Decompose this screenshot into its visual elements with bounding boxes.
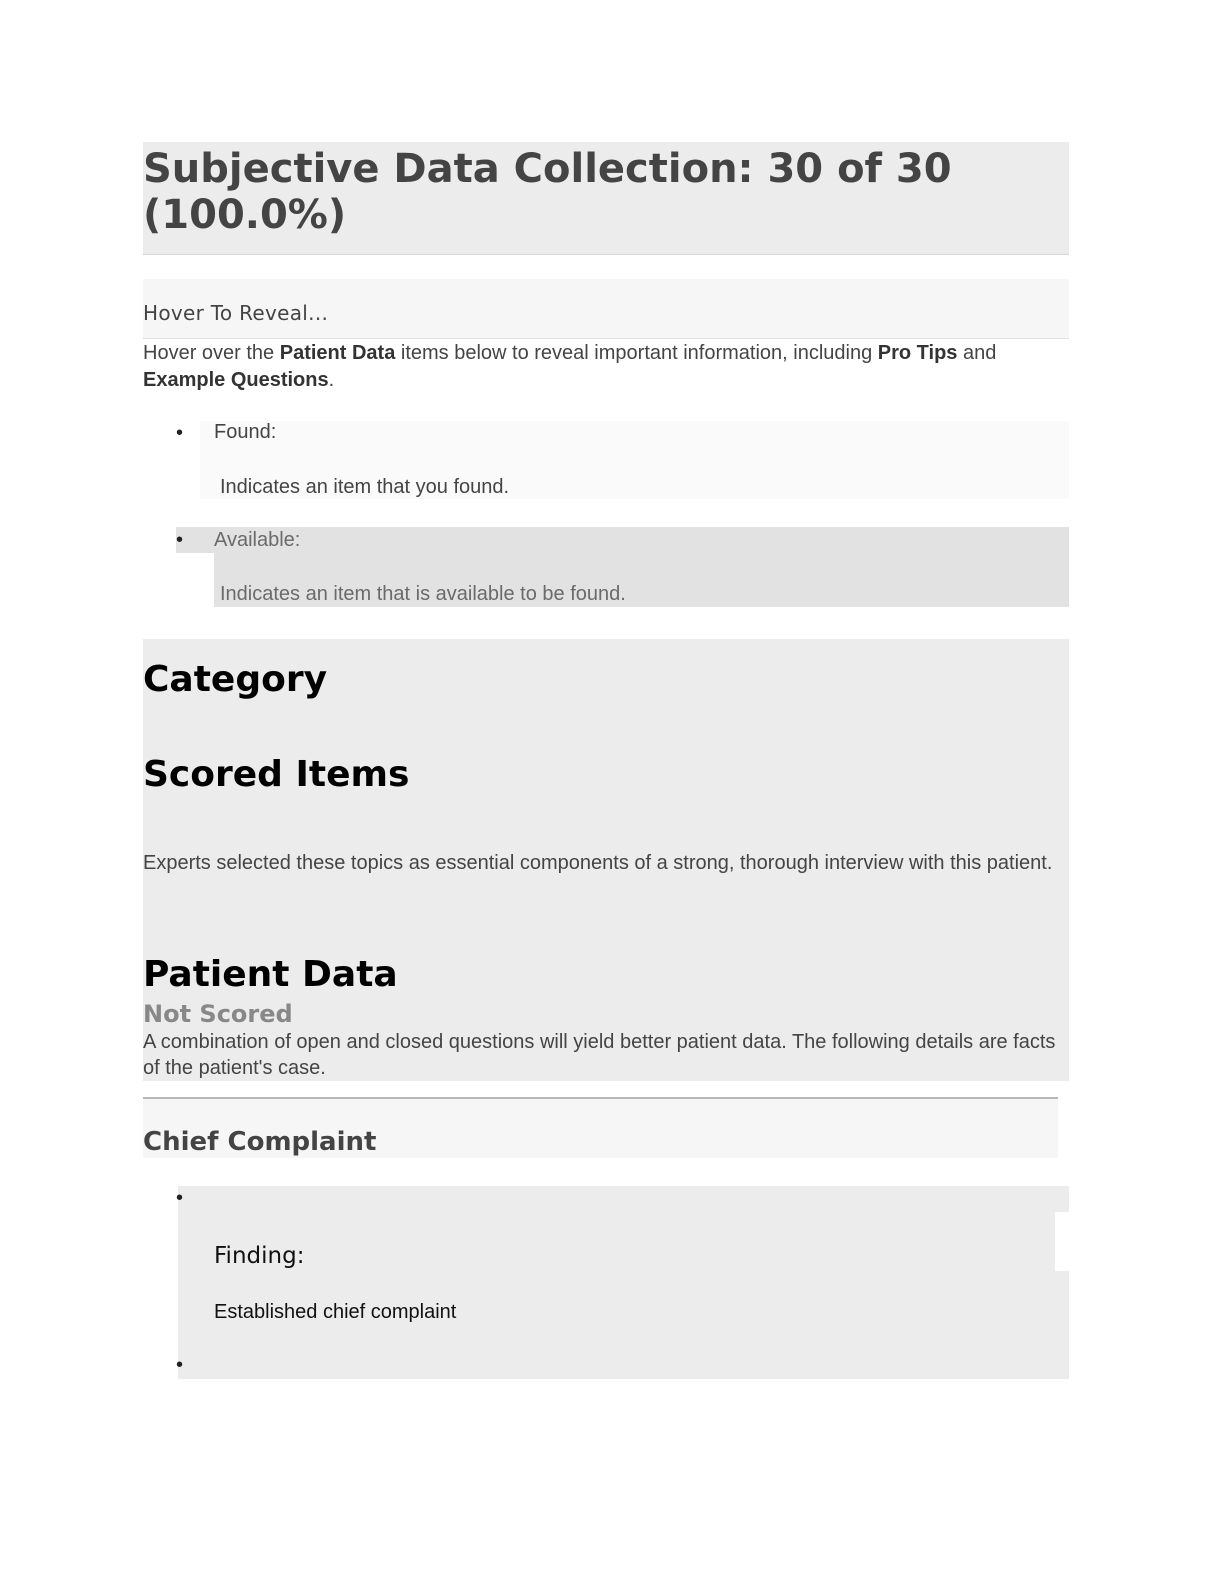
category-panel xyxy=(143,639,1069,1081)
finding-value: Established chief complaint xyxy=(214,1301,457,1323)
intro-text-2: items below to reveal important information, including xyxy=(395,342,878,364)
finding-bullet-1: • xyxy=(176,1187,184,1209)
intro-text-4: . xyxy=(328,369,335,391)
page-title-box xyxy=(143,142,1069,255)
hover-instructions xyxy=(143,340,1023,394)
patient-data-heading: Patient Data xyxy=(143,954,398,995)
intro-bold-example-questions: Example Questions xyxy=(143,369,329,391)
patient-data-desc: A combination of open and closed questions will yield better patient data. The following details are facts of the patient's case. xyxy=(143,1031,1056,1079)
intro-bold-patient-data: Patient Data xyxy=(279,342,396,364)
intro-text-1: Hover over the xyxy=(143,342,280,364)
finding-label: Finding: xyxy=(214,1243,305,1269)
not-scored-label: Not Scored xyxy=(143,1000,293,1028)
finding-bullet-2: • xyxy=(176,1354,184,1376)
legend-available-desc: Indicates an item that is available to be found. xyxy=(220,583,626,605)
scored-items-heading: Scored Items xyxy=(143,754,410,795)
legend-available-label: Available: xyxy=(214,529,301,551)
hover-reveal-heading: Hover To Reveal... xyxy=(143,301,329,325)
intro-text-3: and xyxy=(957,342,997,364)
legend-available-bullet: • xyxy=(176,529,184,551)
legend-found-desc: Indicates an item that you found. xyxy=(220,476,510,498)
intro-bold-pro-tips: Pro Tips xyxy=(877,342,958,364)
chief-complaint-header xyxy=(143,1099,1058,1158)
chief-complaint-heading: Chief Complaint xyxy=(143,1127,377,1157)
page-title: Subjective Data Collection: 30 of 30 (100.0%) xyxy=(143,146,952,238)
category-heading: Category xyxy=(143,659,328,700)
legend-found-bullet: • xyxy=(176,422,184,444)
legend-found-label: Found: xyxy=(214,421,277,443)
scored-items-desc: Experts selected these topics as essential components of a strong, thorough interview with this patient. xyxy=(143,852,1053,874)
hover-reveal-header[interactable] xyxy=(143,279,1069,339)
finding-item[interactable] xyxy=(212,1212,1069,1271)
